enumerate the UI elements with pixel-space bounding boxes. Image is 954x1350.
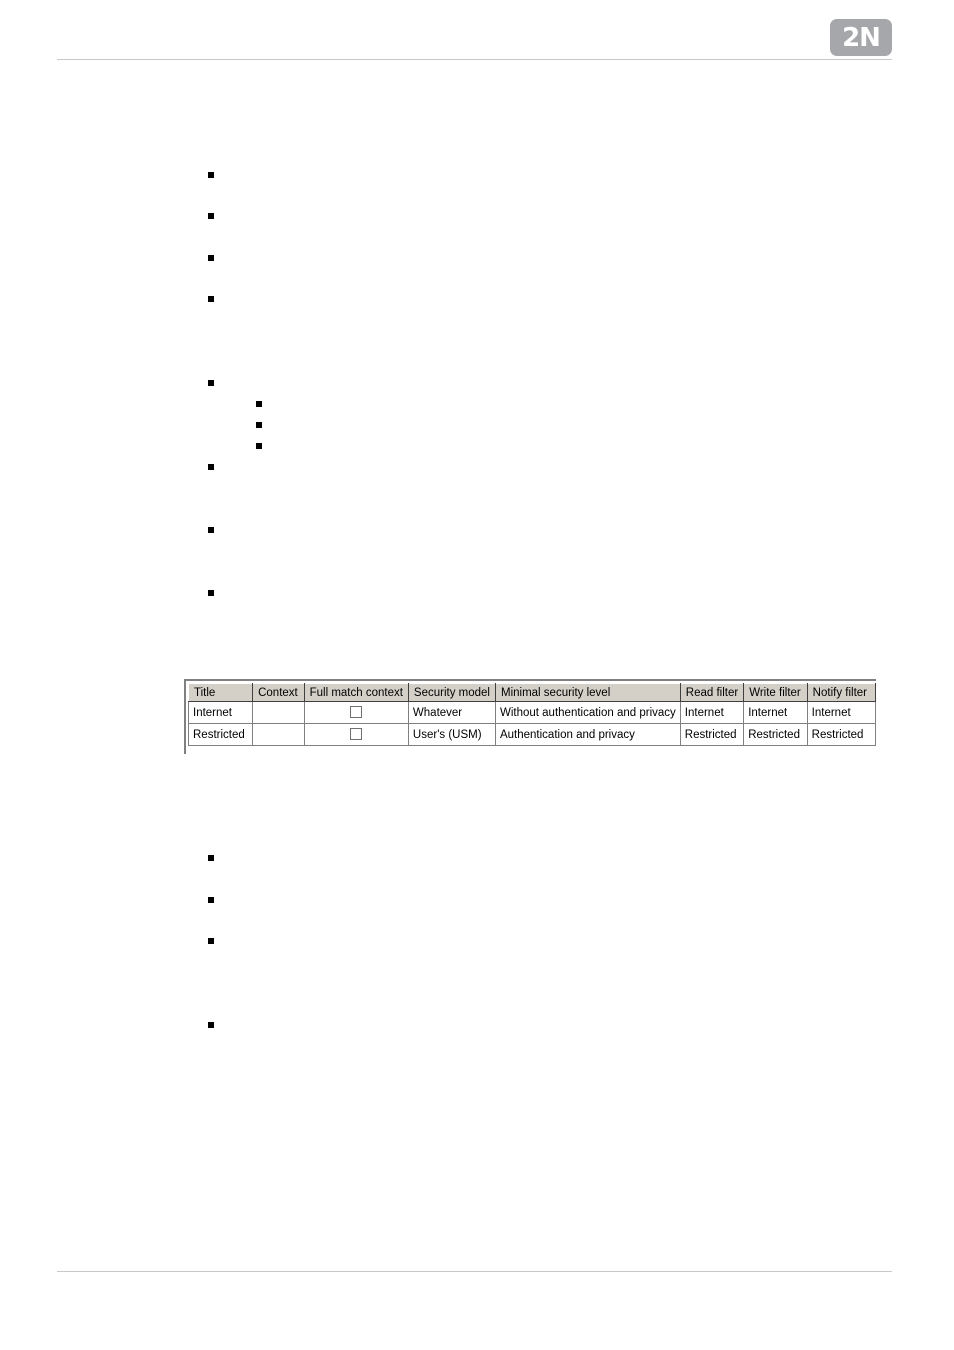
cell-notify-filter[interactable]: Internet bbox=[807, 702, 875, 724]
footer-rule bbox=[57, 1271, 892, 1272]
list-bullet bbox=[208, 380, 214, 386]
sublist-bullet bbox=[256, 401, 262, 407]
list-bullet bbox=[208, 590, 214, 596]
cell-context[interactable] bbox=[253, 724, 305, 746]
cell-title[interactable]: Internet bbox=[189, 702, 253, 724]
cell-notify-filter[interactable]: Restricted bbox=[807, 724, 875, 746]
list-bullet bbox=[208, 527, 214, 533]
column-header-read-filter[interactable]: Read filter bbox=[680, 684, 743, 702]
access-table bbox=[188, 683, 876, 746]
table-frame-left bbox=[184, 679, 186, 754]
sublist-bullet bbox=[256, 443, 262, 449]
column-header-context[interactable]: Context bbox=[253, 684, 305, 702]
cell-write-filter[interactable]: Restricted bbox=[744, 724, 807, 746]
brand-logo bbox=[830, 19, 892, 56]
table-row[interactable] bbox=[189, 724, 876, 746]
full-match-checkbox[interactable] bbox=[350, 706, 362, 718]
cell-minimal-security-level[interactable]: Authentication and privacy bbox=[495, 724, 680, 746]
cell-security-model[interactable]: Whatever bbox=[408, 702, 495, 724]
list-bullet bbox=[208, 464, 214, 470]
cell-minimal-security-level[interactable]: Without authentication and privacy bbox=[495, 702, 680, 724]
full-match-checkbox[interactable] bbox=[350, 728, 362, 740]
column-header-notify-filter[interactable]: Notify filter bbox=[807, 684, 875, 702]
column-header-write-filter[interactable]: Write filter bbox=[744, 684, 807, 702]
snmp-access-table-screenshot bbox=[184, 679, 876, 754]
list-bullet bbox=[208, 296, 214, 302]
cell-read-filter[interactable]: Restricted bbox=[680, 724, 743, 746]
column-header-title[interactable]: Title bbox=[189, 684, 253, 702]
table-row[interactable] bbox=[189, 702, 876, 724]
cell-full-match-context bbox=[304, 724, 408, 746]
table-header-row bbox=[189, 684, 876, 702]
column-header-minimal-security-level[interactable]: Minimal security level bbox=[495, 684, 680, 702]
list-bullet bbox=[208, 1022, 214, 1028]
cell-title[interactable]: Restricted bbox=[189, 724, 253, 746]
sublist-bullet bbox=[256, 422, 262, 428]
table-frame-top bbox=[184, 679, 876, 681]
logo-text: 2N bbox=[842, 22, 880, 53]
list-bullet bbox=[208, 213, 214, 219]
cell-security-model[interactable]: User's (USM) bbox=[408, 724, 495, 746]
column-header-security-model[interactable]: Security model bbox=[408, 684, 495, 702]
column-header-full-match-context[interactable]: Full match context bbox=[304, 684, 408, 702]
list-bullet bbox=[208, 172, 214, 178]
list-bullet bbox=[208, 255, 214, 261]
list-bullet bbox=[208, 938, 214, 944]
list-bullet bbox=[208, 897, 214, 903]
header-rule bbox=[57, 59, 892, 60]
cell-write-filter[interactable]: Internet bbox=[744, 702, 807, 724]
cell-read-filter[interactable]: Internet bbox=[680, 702, 743, 724]
cell-full-match-context bbox=[304, 702, 408, 724]
cell-context[interactable] bbox=[253, 702, 305, 724]
list-bullet bbox=[208, 855, 214, 861]
